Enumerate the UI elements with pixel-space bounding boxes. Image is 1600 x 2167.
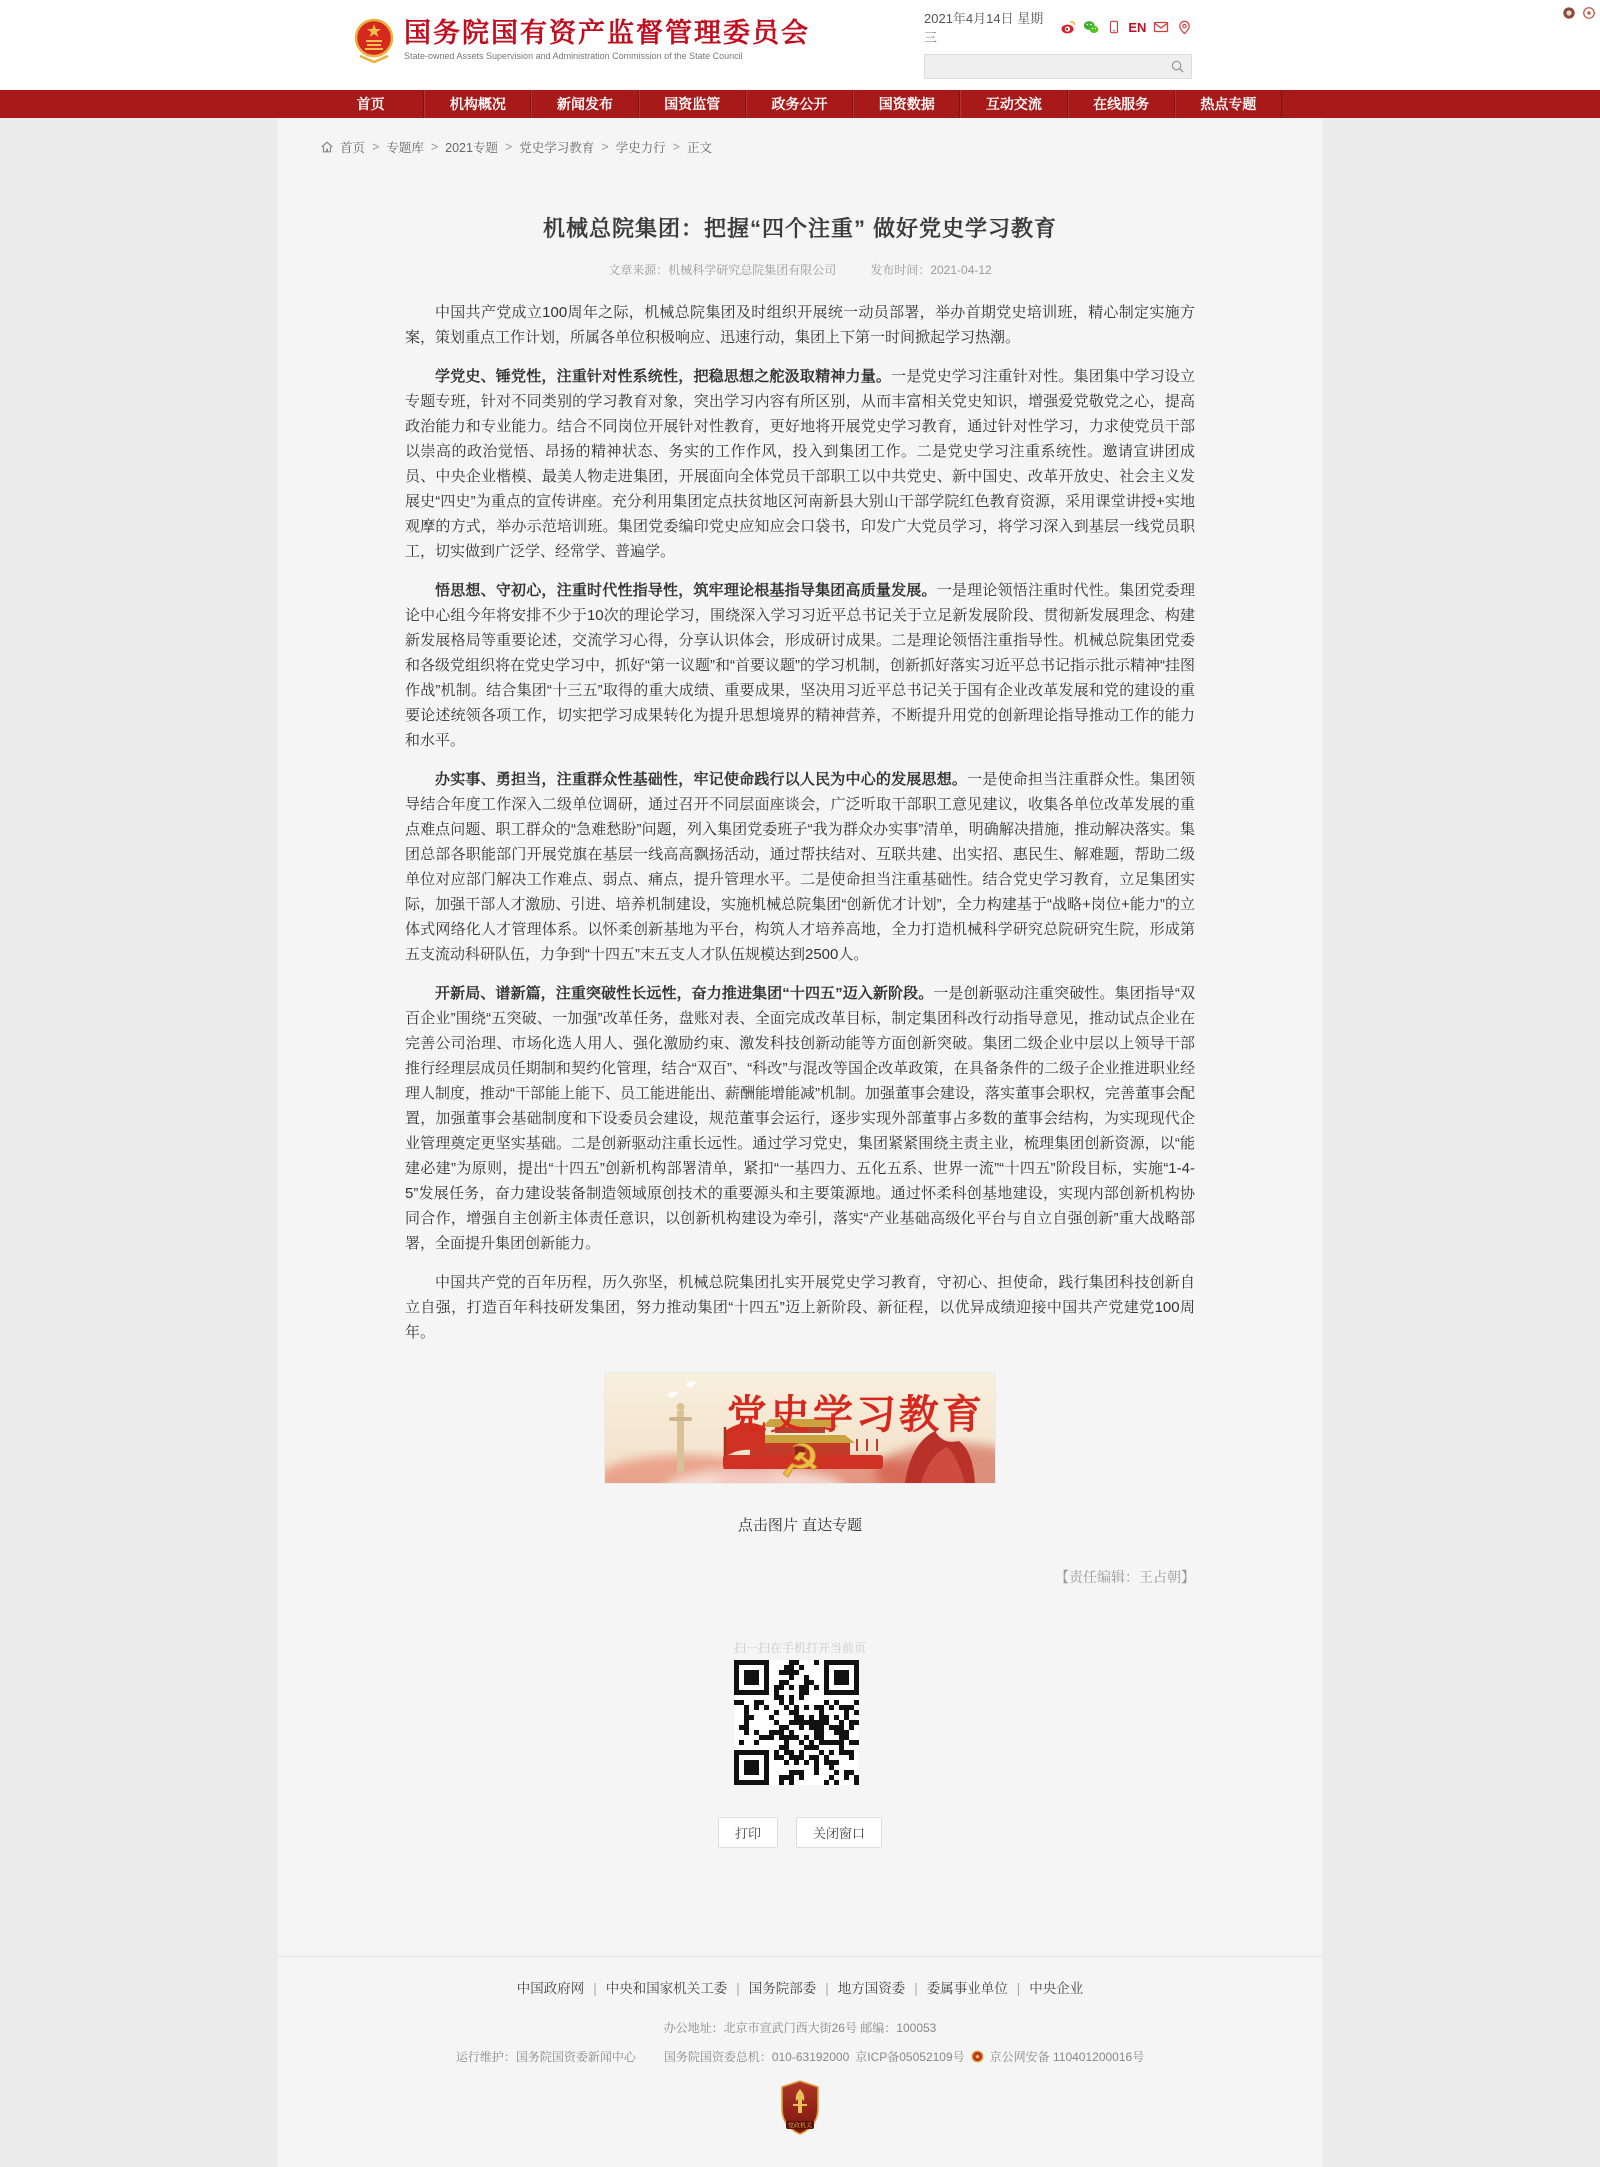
national-emblem-icon <box>354 12 394 66</box>
breadcrumb-practice[interactable]: 学史力行 <box>615 141 666 155</box>
corner-widget-icon-2[interactable] <box>1582 6 1596 25</box>
breadcrumb-separator: > <box>601 140 609 154</box>
nav-item-interaction[interactable]: 互动交流 <box>960 90 1067 118</box>
footer-link-local-sasac[interactable]: 地方国资委 <box>837 1981 906 1996</box>
print-button[interactable]: 打印 <box>718 1817 778 1848</box>
breadcrumb-2021-topics[interactable]: 2021专题 <box>445 141 498 155</box>
main-nav <box>0 90 1600 118</box>
breadcrumb-separator: > <box>504 140 513 154</box>
paragraph: 中国共产党的百年历程，历久弥坚，机械总院集团扎实开展党史学习教育，守初心、担使命，践行集团科技创新自立自强，打造百年科技研发集团，努力推动集团“十四五”迈上新阶段、新征程，以优异成绩迎接中国共产党建党100周年。 <box>405 1274 1195 1341</box>
badge-text: 党政机关 <box>787 2122 813 2130</box>
footer-maintain: 运行维护：国务院国资委新闻中心 <box>455 2050 636 2064</box>
article-body <box>405 300 1195 1345</box>
site-title: 国务院国有资产监督管理委员会 <box>404 17 810 48</box>
paragraph: 开新局、谱新篇，注重突破性长远性，奋力推进集团“十四五”迈入新阶段。一是创新驱动注重突破性。集团指导“双百企业”围绕“五突破、一加强”改革任务，盘账对表、全面完成改革目标，制定集团科改行动指导意见，推动试点企业在完善公司治理、市场化选人用人、强化激励约束、激发科技创新动能等方面创新突破。集团二级企业中层以上领导干部推行经理层成员任期制和契约化管理，结合“双百”、“科改”与混改等国企改革政策，在具备条件的二级子企业推进职业经理人制度，推动“干部能上能下、员工能进能出、薪酬能增能减”机制。加强董事会建设，落实董事会职权，完善董事会配置，加强董事会基础制度和下设委员会建设，规范董事会运行，逐步实现外部董事占多数的董事会结构，为实现现代企业管理奠定更坚实基础。二是创新驱动注重长远性。通过学习党史，集团紧紧围绕主责主业，梳理集团创新资源，以“能建必建”为原则，提出“十四五”创新机构部署清单，紧扣“一基四力、五化五系、世界一流”“十四五”阶段目标，实施“1-4-5”发展任务，奋力建设装备制造领域原创技术的重要源头和主要策源地。通过怀柔科创基地建设，实现内部创新机构协同合作，增强自主创新主体责任意识，以创新机构建设为牵引，落实“产业基础高级化平台与自立自强创新”重大战略部署，全面提升集团创新能力。 <box>405 985 1195 1252</box>
party-gov-badge-icon[interactable] <box>779 2079 821 2137</box>
date-text: 2021年4月14日 星期三 <box>924 11 1044 45</box>
footer-police[interactable]: 京公网安备 110401200016号 <box>989 2050 1145 2064</box>
location-icon[interactable] <box>1176 19 1192 35</box>
search-icon <box>1170 59 1185 74</box>
footer-link-central-org[interactable]: 中央和国家机关工委 <box>605 1981 728 1996</box>
footer-address: 办公地址：北京市宣武门西大街26号 邮编：100053 <box>663 2021 937 2035</box>
footer-link-central-soe[interactable]: 中央企业 <box>1029 1981 1084 1996</box>
article-meta <box>405 261 1195 278</box>
nav-item-supervision[interactable]: 国资监管 <box>639 90 746 118</box>
nav-item-home[interactable]: 首页 <box>318 90 424 118</box>
footer-icp[interactable]: 京ICP备05052109号 <box>855 2050 965 2064</box>
footer-maintain-line <box>278 2048 1322 2065</box>
article <box>405 212 1195 1848</box>
qr-label: 扫一扫在手机打开当前页 <box>734 1641 867 1655</box>
paragraph: 悟思想、守初心，注重时代性指导性，筑牢理论根基指导集团高质量发展。一是理论领悟注重时代性。集团党委理论中心组今年将安排不少于10次的理论学习，围绕深入学习习近平总书记关于立足新发展阶段、贯彻新发展理念、构建新发展格局等重要论述，交流学习心得，分享认识体会，形成研讨成果。二是理论领悟注重指导性。机械总院集团党委和各级党组织将在党史学习中，抓好“第一议题”和“首要议题”的学习机制，创新抓好落实习近平总书记指示批示精神“挂图作战”机制。结合集团“十三五”取得的重大成绩、重要成果，坚决用习近平总书记关于国有企业改革发展和党的建设的重要论述统领各项工作，切实把学习成果转化为提升思想境界的精神营养，不断提升用党的创新理论指导推动工作的能力和水平。 <box>405 582 1195 749</box>
breadcrumb-party-history[interactable]: 党史学习教育 <box>519 141 595 155</box>
nav-item-news[interactable]: 新闻发布 <box>531 90 638 118</box>
editor-line: 【责任编辑：王占朝】 <box>1055 1569 1195 1585</box>
banner-title: 党史学习教育 <box>727 1392 985 1438</box>
nav-item-services[interactable]: 在线服务 <box>1068 90 1175 118</box>
paragraph: 办实事、勇担当，注重群众性基础性，牢记使命践行以人民为中心的发展思想。一是使命担当注重群众性。集团领导结合年度工作深入二级单位调研，通过召开不同层面座谈会，广泛听取干部职工意见建议，收集各单位改革发展的重点难点问题、职工群众的“急难愁盼”问题，列入集团党委班子“我为群众办实事”清单，明确解决措施，推动解决落实。集团总部各职能部门开展党旗在基层一线高高飘扬活动，通过帮扶结对、互联共建、出实招、惠民生、解难题，帮助二级单位对应部门解决工作难点、弱点、痛点，提升管理水平。二是使命担当注重基础性。结合党史学习教育，立足集团实际，加强干部人才激励、引进、培养机制建设，实施机械总院集团“创新优才计划”，全力构建基于“战略+岗位+能力”的立体式网络化人才管理体系。以怀柔创新基地为平台，构筑人才培养高地，全力打造机械科学研究总院研究生院，形成第五支流动科研队伍，力争到“十四五”末五支人才队伍规模达到2500人。 <box>405 771 1195 963</box>
banner-image[interactable] <box>605 1373 995 1483</box>
breadcrumb-separator: > <box>372 140 380 154</box>
search-input[interactable] <box>925 55 1163 78</box>
footer-links: 中国政府网 | 中央和国家机关工委 | 国务院部委 | 地方国资委 | 委属事业单位 | 中央企业 <box>516 1981 1084 1996</box>
police-badge-icon <box>971 2050 984 2063</box>
nav-item-data[interactable]: 国资数据 <box>853 90 960 118</box>
site-search <box>924 54 1192 79</box>
footer-link-gov[interactable]: 中国政府网 <box>516 1981 585 1996</box>
breadcrumb <box>278 118 1322 156</box>
banner-caption: 点击图片 直达专题 <box>737 1517 863 1534</box>
wechat-icon[interactable] <box>1083 19 1099 35</box>
breadcrumb-home[interactable]: 首页 <box>340 141 366 155</box>
site-subtitle: State-owned Assets Supervision and Administration Commission of the State Council <box>404 50 743 61</box>
weibo-icon[interactable] <box>1060 19 1076 35</box>
qr-code <box>734 1660 859 1785</box>
pubtime-value: 2021-04-12 <box>930 263 992 277</box>
nav-item-about[interactable]: 机构概况 <box>424 90 531 118</box>
home-icon <box>320 140 334 154</box>
mail-icon[interactable] <box>1153 19 1169 35</box>
pubtime-label: 发布时间： <box>870 263 931 277</box>
close-window-button[interactable]: 关闭窗口 <box>796 1817 882 1848</box>
nav-item-topics[interactable]: 热点专题 <box>1175 90 1282 118</box>
corner-widget-icon-1[interactable] <box>1562 6 1576 25</box>
nav-item-openness[interactable]: 政务公开 <box>746 90 853 118</box>
site-footer <box>278 1956 1322 2137</box>
site-logo[interactable] <box>354 12 810 66</box>
footer-link-institutions[interactable]: 委属事业单位 <box>926 1981 1008 1996</box>
search-button[interactable] <box>1163 55 1191 78</box>
site-header <box>0 0 1600 90</box>
breadcrumb-separator: > <box>672 140 680 154</box>
article-title: 机械总院集团：把握“四个注重” 做好党史学习教育 <box>542 216 1058 241</box>
footer-phone: 国务院国资委总机：010-63192000 <box>663 2050 850 2064</box>
breadcrumb-current: 正文 <box>686 141 712 155</box>
source-value: 机械科学研究总院集团有限公司 <box>668 263 837 277</box>
footer-link-ministries[interactable]: 国务院部委 <box>748 1981 817 1996</box>
paragraph: 中国共产党成立100周年之际，机械总院集团及时组织开展统一动员部署，举办首期党史培训班，精心制定实施方案，策划重点工作计划，所属各单位积极响应、迅速行动，集团上下第一时间掀起学习热潮。 <box>405 304 1195 346</box>
breadcrumb-separator: > <box>430 140 439 154</box>
lang-en-link[interactable]: EN <box>1128 19 1147 35</box>
source-label: 文章来源： <box>608 263 669 277</box>
party-emblem-icon: ☭ <box>779 1435 821 1483</box>
paragraph: 学党史、锤党性，注重针对性系统性，把稳思想之舵汲取精神力量。一是党史学习注重针对性。集团集中学习设立专题专班，针对不同类别的学习教育对象，突出学习内容有所区别，从而丰富相关党史知识，增强爱党敬党之心，提高政治能力和专业能力。结合不同岗位开展针对性教育，更好地将开展党史学习教育，通过针对性学习，力求使党员干部以崇高的政治觉悟、昂扬的精神状态、务实的工作作风，投入到集团工作。二是党史学习注重系统性。邀请宣讲团成员、中央企业楷模、最美人物走进集团，开展面向全体党员干部职工以中共党史、新中国史、改革开放史、社会主义发展史“四史”为重点的宣传讲座。充分利用集团定点扶贫地区河南新县大别山干部学院红色教育资源，采用课堂讲授+实地观摩的方式，举办示范培训班。集团党委编印党史应知应会口袋书，印发广大党员学习，将学习深入到基层一线党员职工，切实做到广泛学、经常学、普遍学。 <box>405 368 1195 560</box>
breadcrumb-topics-lib[interactable]: 专题库 <box>386 141 424 155</box>
mobile-icon[interactable] <box>1106 19 1122 35</box>
